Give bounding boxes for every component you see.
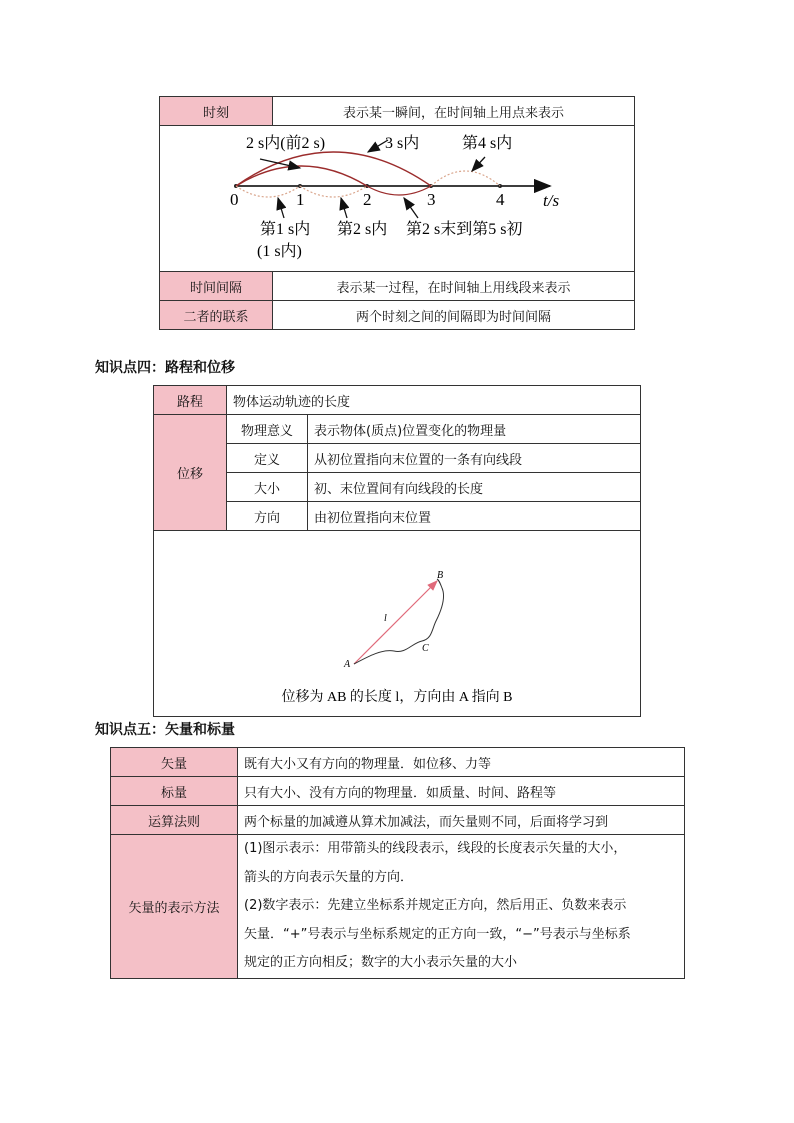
vector-table: [110, 747, 685, 979]
arc-4th: [431, 171, 500, 186]
arc-2nd: [300, 186, 367, 197]
repr-line: 规定的正方向相反；数字的大小表示矢量的大小: [244, 955, 518, 970]
pointer-2nd: [341, 198, 347, 218]
disp-row-desc: 从初位置指向末位置的一条有向线段: [308, 444, 641, 473]
point-a-label: A: [344, 659, 351, 670]
disp-row-desc: 初、末位置间有向线段的长度: [308, 473, 641, 502]
relation-desc: 两个时刻之间的间隔即为时间间隔: [273, 301, 635, 330]
disp-row-desc: 表示物体(质点)位置变化的物理量: [308, 415, 641, 444]
interval-label: 时间间隔: [160, 272, 273, 301]
vector-label: 矢量: [111, 748, 238, 777]
figure-caption: 位移为 AB 的长度 l，方向由 A 指向 B: [281, 690, 513, 705]
interval-desc: 表示某一过程，在时间轴上用线段来表示: [273, 272, 635, 301]
time-table: [159, 96, 635, 330]
section4-heading: 知识点四：路程和位移: [95, 360, 235, 376]
label-2nd: 第2 s内: [337, 221, 388, 238]
repr-line: 箭头的方向表示矢量的方向．: [244, 869, 414, 885]
pointer-1st: [278, 198, 284, 218]
curve-c-label: C: [422, 643, 429, 654]
arc-first-2s: [236, 166, 367, 186]
arc-end2: [367, 186, 431, 195]
disp-row-desc: 由初位置指向末位置: [308, 502, 641, 531]
rule-desc: 两个标量的加减遵从算术加减法，而矢量则不同，后面将学习到: [238, 806, 685, 835]
label-3s: 3 s内: [385, 135, 420, 152]
displacement-table: [153, 385, 641, 717]
length-l-label: l: [384, 613, 387, 624]
disp-row-label: 定义: [227, 444, 308, 473]
scalar-desc: 只有大小、没有方向的物理量．如质量、时间、路程等: [238, 777, 685, 806]
time-diagram-cell: [160, 126, 635, 272]
tick-label-4: 4: [496, 190, 505, 209]
vector-desc: 既有大小又有方向的物理量．如位移、力等: [238, 748, 685, 777]
axis-label: t/s: [543, 191, 560, 210]
moment-desc: 表示某一瞬间，在时间轴上用点来表示: [273, 97, 635, 126]
tick-label-2: 2: [363, 190, 372, 209]
label-4th: 第4 s内: [462, 135, 513, 152]
scalar-label: 标量: [111, 777, 238, 806]
disp-row-label: 方向: [227, 502, 308, 531]
tick-label-1: 1: [296, 190, 305, 209]
rule-label: 运算法则: [111, 806, 238, 835]
label-first-2s: 2 s内(前2 s): [246, 135, 326, 152]
point-b-label: B: [437, 570, 444, 581]
arc-1st: [236, 186, 300, 197]
repr-line: (1)图示表示：用带箭头的线段表示，线段的长度表示矢量的大小，: [244, 841, 627, 856]
label-1st-sub: (1 s内): [257, 243, 302, 260]
label-end2: 第2 s末到第5 s初: [406, 221, 523, 238]
repr-label: 矢量的表示方法: [111, 835, 238, 979]
tick-label-0: 0: [230, 190, 239, 209]
disp-row-label: 物理意义: [227, 415, 308, 444]
pointer-first-2s: [260, 159, 300, 168]
path-desc: 物体运动轨迹的长度: [227, 386, 641, 415]
time-axis-diagram: [160, 126, 634, 271]
disp-row-label: 大小: [227, 473, 308, 502]
pointer-4th: [472, 157, 485, 171]
tick-label-3: 3: [427, 190, 436, 209]
moment-label: 时刻: [160, 97, 273, 126]
arc-3s: [236, 152, 431, 186]
path-label: 路程: [154, 386, 227, 415]
displacement-label: 位移: [154, 415, 227, 531]
label-1st: 第1 s内: [260, 221, 311, 238]
pointer-end2: [404, 198, 418, 218]
repr-line: (2)数字表示：先建立坐标系并规定正方向，然后用正、负数来表示: [244, 898, 627, 913]
section5-heading: 知识点五：矢量和标量: [95, 722, 235, 738]
repr-line: 矢量．“+”号表示与坐标系规定的正方向一致，“−”号表示与坐标系: [244, 926, 631, 942]
displacement-figure-cell: [154, 531, 641, 717]
repr-desc: [238, 835, 685, 979]
relation-label: 二者的联系: [160, 301, 273, 330]
displacement-figure: [154, 531, 640, 716]
